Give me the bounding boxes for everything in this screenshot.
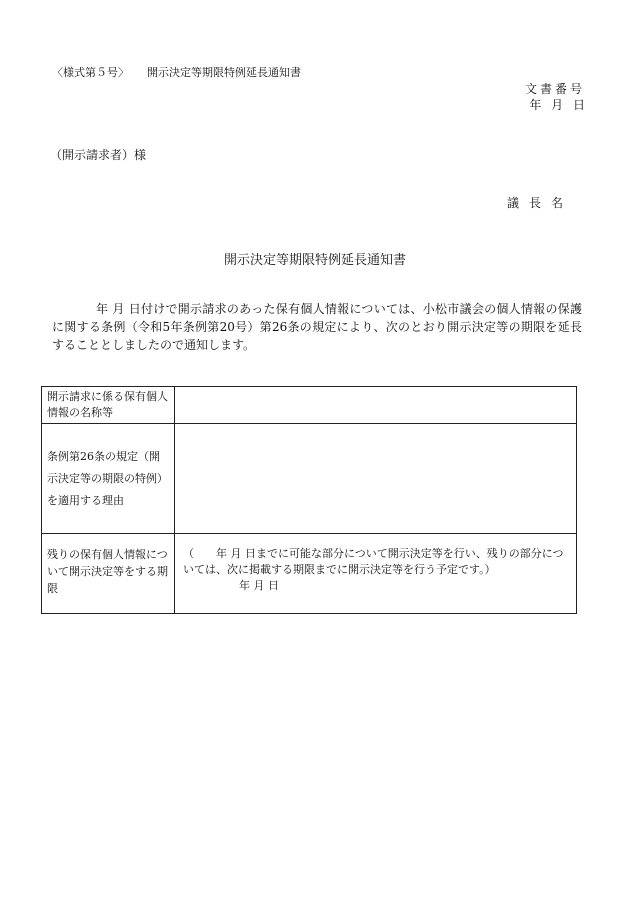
table-label-deadline: 残りの保有個人情報について開示決定等をする期限 bbox=[42, 534, 175, 614]
table-row bbox=[42, 424, 577, 534]
addressee: （開示請求者）様 bbox=[50, 148, 147, 162]
form-title: 開示決定等期限特例延長通知書 bbox=[147, 66, 301, 79]
form-number-line bbox=[52, 64, 301, 80]
sender-name: 議長名 bbox=[506, 196, 573, 210]
deadline-date: 年 月 日 bbox=[239, 579, 279, 592]
table-row bbox=[42, 387, 577, 424]
document-title: 開示決定等期限特例延長通知書 bbox=[223, 253, 406, 268]
table-label-reason: 条例第26条の規定（開示決定等の期限の特例）を適用する理由 bbox=[42, 424, 175, 534]
deadline-note: （ 年 月 日までに可能な部分について開示決定等を行い、残りの部分については、次に掲載する期限までに開示決定等を行う予定です。） bbox=[183, 547, 564, 576]
document-number: 文書番号 bbox=[524, 82, 585, 96]
body-text: 年 月 日付けで開示請求のあった保有個人情報については、小松市議会の個人情報の保護に関する条例（令和5年条例第20号）第26条の規定により、次のとおり開示決定等の期限を延長することとしましたので通知します。 bbox=[52, 302, 582, 352]
form-number: 〈様式第５号〉 bbox=[52, 66, 129, 79]
table-value-deadline bbox=[175, 534, 577, 614]
table-value-reason bbox=[175, 424, 577, 534]
table-label-info-name: 開示請求に係る保有個人情報の名称等 bbox=[42, 387, 175, 424]
table-row bbox=[42, 534, 577, 614]
info-table bbox=[41, 386, 577, 614]
table-value-info-name bbox=[175, 387, 577, 424]
document-date: 年 月 日 bbox=[529, 98, 585, 112]
